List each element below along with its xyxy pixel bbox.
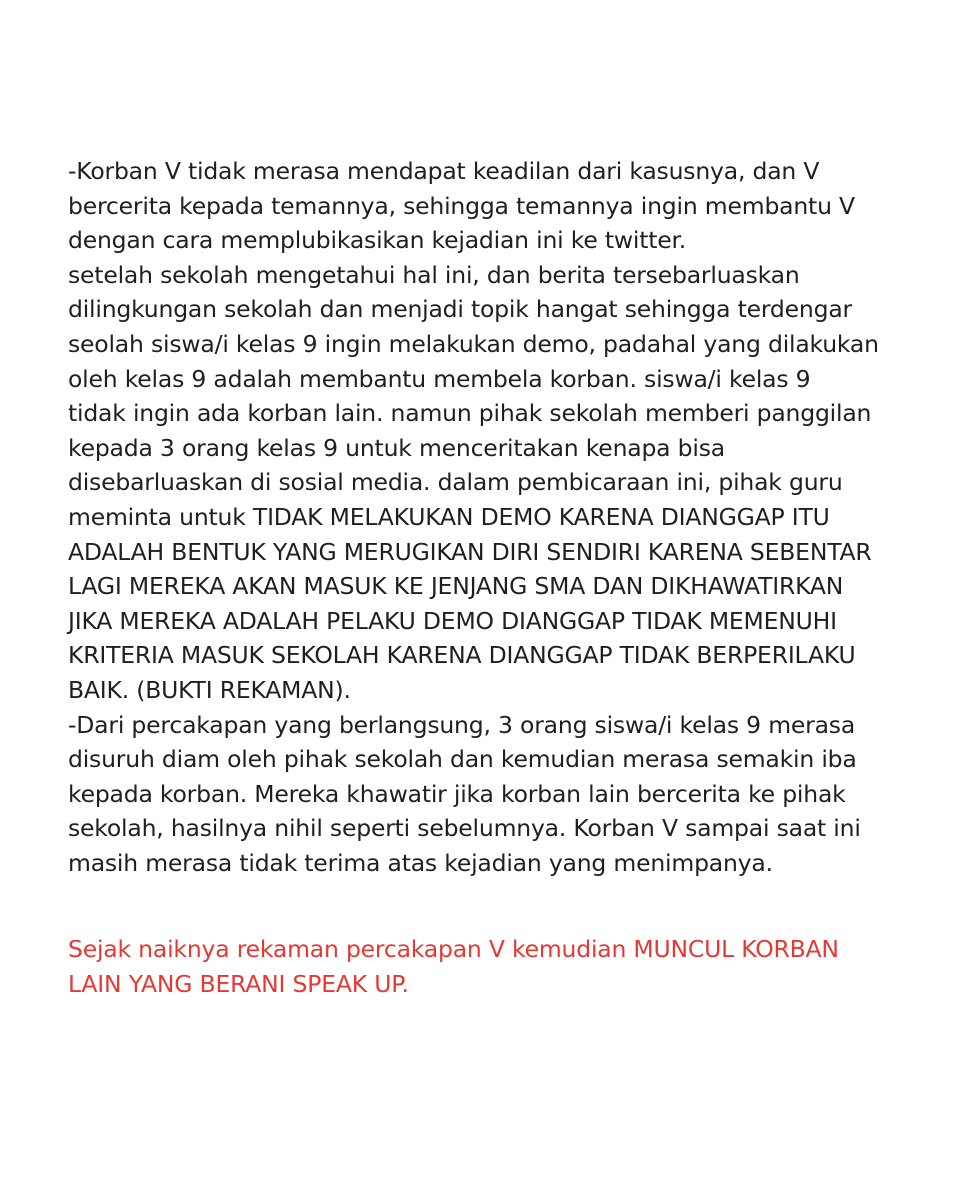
body-text: -Korban V tidak merasa mendapat keadilan dari kasusnya, dan V bercerita kepada temannya, sehingga temannya ingin membantu V dengan cara memplubikasikan kejadian ini ke twitter. setelah sekolah mengetahui hal ini, dan berita tersebarluaskan dilingkungan sekolah dan menjadi topik hangat sehingga terdengar seolah siswa/i kelas 9 ingin melakukan demo, padahal yang dilakukan oleh kelas 9 adalah membantu membela korban. siswa/i kelas 9 tidak ingin ada korban lain. namun pihak sekolah memberi panggilan kepada 3 orang kelas 9 untuk menceritakan kenapa bisa disebarluaskan di sosial media. dalam pembicaraan ini, pihak guru meminta untuk TIDAK MELAKUKAN DEMO KARENA DIANGGAP ITU ADALAH BENTUK YANG MERUGIKAN DIRI SENDIRI KARENA SEBENTAR LAGI MEREKA AKAN MASUK KE JENJANG SMA DAN DIKHAWATIRKAN JIKA MEREKA ADALAH PELAKU DEMO DIANGGAP TIDAK MEMENUHI KRITERIA MASUK SEKOLAH KARENA DIANGGAP TIDAK BERPERILAKU BAIK. (BUKTI REKAMAN). -Dari percakapan yang berlangsung, 3 orang siswa/i kelas 9 merasa disuruh diam oleh pihak sekolah dan kemudian merasa semakin iba kepada korban. Mereka khawatir jika korban lain bercerita ke pihak sekolah, hasilnya nihil seperti sebelumnya. Korban V sampai saat ini masih merasa tidak terima atas kejadian yang menimpanya. [68, 157, 879, 877]
highlight-text: Sejak naiknya rekaman percakapan V kemudian MUNCUL KORBAN LAIN YANG BERANI SPEAK UP. [68, 935, 839, 998]
